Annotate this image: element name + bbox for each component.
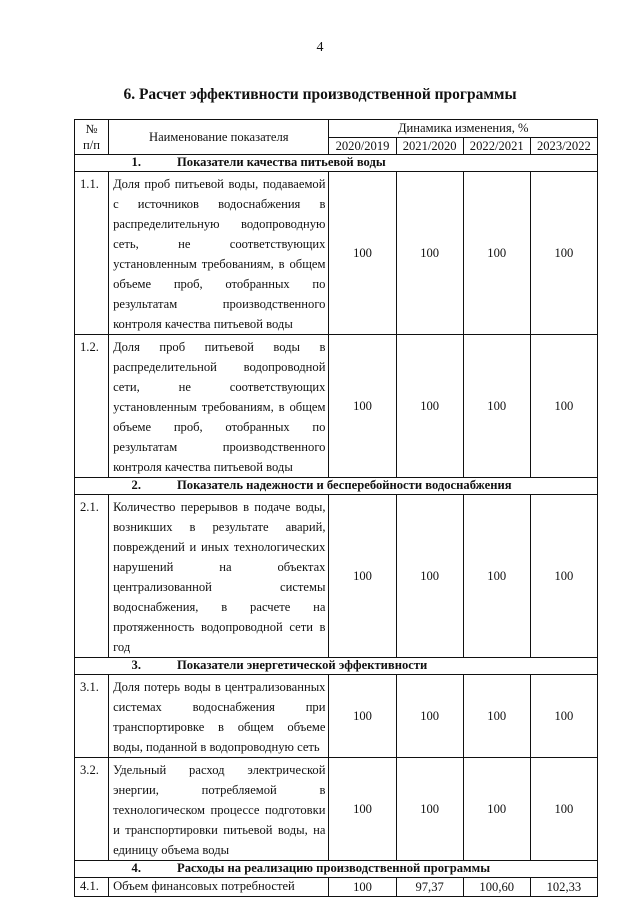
indicator-value: 100 [396, 335, 463, 478]
section-row [75, 658, 598, 675]
indicator-value: 100 [329, 172, 396, 335]
indicator-value: 97,37 [396, 878, 463, 897]
indicator-value: 100 [530, 495, 597, 658]
indicator-value: 100 [329, 335, 396, 478]
row-number: 2.1. [75, 495, 109, 658]
indicator-value: 100 [329, 758, 396, 861]
page-title: 6. Расчет эффективности производственной программы [123, 86, 517, 103]
indicator-value: 100 [329, 675, 396, 758]
indicator-value: 100 [329, 878, 396, 897]
header-row [75, 120, 598, 138]
section-title: Показатели качества питьевой воды [177, 155, 386, 169]
table-row [75, 335, 598, 478]
section-title: Расходы на реализацию производственной программы [177, 861, 491, 875]
row-number: 1.2. [75, 335, 109, 478]
section-number: 4. [131, 861, 141, 875]
section-title: Показатель надежности и бесперебойности водоснабжения [177, 478, 512, 492]
section-number: 1. [131, 155, 141, 169]
section-header [75, 861, 598, 878]
indicator-value: 100 [396, 172, 463, 335]
header-period: 2021/2020 [396, 137, 463, 155]
header-period: 2020/2019 [329, 137, 396, 155]
row-number: 3.2. [75, 758, 109, 861]
indicator-value: 100 [396, 675, 463, 758]
section-number: 3. [131, 658, 141, 672]
section-row [75, 478, 598, 495]
indicator-value: 100 [396, 758, 463, 861]
indicator-name: Количество перерывов в подаче воды, возникших в результате аварий, повреждений и иных технологических нарушений на объектах централизованной системы водоснабжения, в расчете на протяженность водопроводной сети в год [109, 495, 329, 658]
section-number: 2. [131, 478, 141, 492]
indicator-value: 100 [530, 675, 597, 758]
header-num [75, 120, 109, 155]
row-number: 1.1. [75, 172, 109, 335]
indicator-name: Доля потерь воды в централизованных системах водоснабжения при транспортировке в общем объеме воды, поданной в водопроводную сеть [109, 675, 329, 758]
table-row [75, 675, 598, 758]
indicator-name: Удельный расход электрической энергии, потребляемой в технологическом процессе подготовки и транспортировки питьевой воды, на единицу объема воды [109, 758, 329, 861]
table-row [75, 878, 598, 897]
section-row [75, 861, 598, 878]
indicator-value: 100 [396, 495, 463, 658]
indicator-value: 100 [463, 172, 530, 335]
indicator-value: 100 [530, 335, 597, 478]
indicator-value: 100,60 [463, 878, 530, 897]
header-period: 2022/2021 [463, 137, 530, 155]
header-dynamics: Динамика изменения, % [329, 120, 598, 138]
section-header [75, 658, 598, 675]
indicator-value: 100 [463, 495, 530, 658]
header-period: 2023/2022 [530, 137, 597, 155]
indicator-value: 100 [463, 335, 530, 478]
indicator-value: 100 [463, 758, 530, 861]
header-num-line2: п/п [83, 138, 101, 152]
indicator-value: 102,33 [530, 878, 597, 897]
header-name: Наименование показателя [109, 120, 329, 155]
section-header [75, 155, 598, 172]
section-header [75, 478, 598, 495]
table-row [75, 172, 598, 335]
efficiency-table [74, 119, 598, 897]
table-row [75, 758, 598, 861]
indicator-value: 100 [463, 675, 530, 758]
table-row [75, 495, 598, 658]
indicator-value: 100 [530, 172, 597, 335]
row-number: 4.1. [75, 878, 109, 897]
indicator-name: Доля проб питьевой воды в распределительной водопроводной сети, не соответствующих установленным требованиям, в общем объеме проб, отобранных по результатам производственного контроля качества питьевой воды [109, 335, 329, 478]
indicator-value: 100 [329, 495, 396, 658]
indicator-name: Доля проб питьевой воды, подаваемой с источников водоснабжения в распределительную водопроводную сеть, не соответствующих установленным требованиям, в общем объеме проб, отобранных по результатам производственного контроля качества питьевой воды [109, 172, 329, 335]
page-number: 4 [316, 40, 324, 55]
indicator-value: 100 [530, 758, 597, 861]
section-row [75, 155, 598, 172]
indicator-name: Объем финансовых потребностей [109, 878, 329, 897]
header-num-line1: № [85, 122, 98, 136]
section-title: Показатели энергетической эффективности [177, 658, 428, 672]
row-number: 3.1. [75, 675, 109, 758]
